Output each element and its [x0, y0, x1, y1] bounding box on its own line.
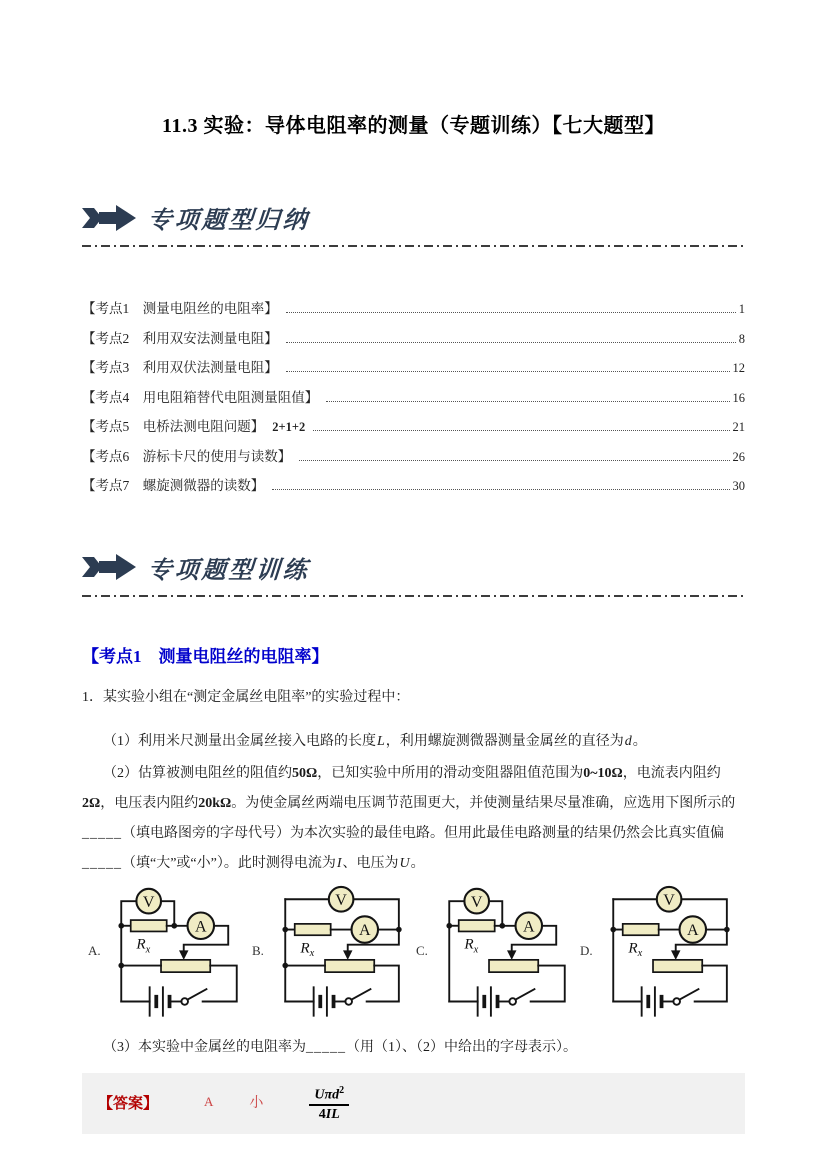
rx-label: $R_x$ — [628, 939, 643, 959]
circuit-label-b: B. — [252, 942, 264, 958]
variable-I: I — [336, 855, 342, 871]
part2-text: ，已知实验中所用的滑动变阻器阻值范围为 — [317, 765, 584, 781]
arrow-right-icon — [82, 205, 136, 231]
toc-item-label: 【考点3 利用双伏法测量电阻】 — [82, 360, 278, 375]
toc-item-label: 【考点5 电桥法测电阻问题】 — [82, 419, 265, 434]
toc-item-label: 【考点4 用电阻箱替代电阻测量阻值】 — [82, 389, 319, 405]
value-0-10ohm: 0~10Ω — [583, 765, 623, 781]
circuit-diagram-d — [600, 883, 742, 1031]
toc-item-1[interactable] — [82, 297, 745, 327]
toc-item-label: 【考点7 螺旋测微器的读数】 — [82, 478, 265, 493]
ammeter-icon: A — [686, 921, 699, 939]
answer-value-1: A — [204, 1094, 214, 1110]
variable-d: d — [624, 733, 632, 749]
formula-denominator — [319, 1106, 340, 1123]
part1-text: ，利用螺旋测微器测量金属丝的直径为 — [385, 733, 624, 749]
banner-summary-label: 专项题型归纳 — [146, 208, 311, 234]
rx-label: $R_x$ — [464, 935, 479, 955]
ammeter-icon: A — [358, 921, 371, 939]
part2-text: （2）估算被测电阻丝的阻值约 — [103, 765, 292, 781]
circuit-option-c — [416, 883, 580, 1031]
toc-page-number: 30 — [732, 479, 745, 493]
voltmeter-icon: V — [470, 893, 483, 911]
circuit-label-c: C. — [416, 942, 428, 958]
circuit-diagram-a — [108, 883, 250, 1031]
toc-dotted-leader — [286, 342, 736, 343]
toc-dotted-leader — [286, 371, 730, 372]
toc-page-number: 8 — [738, 331, 745, 346]
toc-dotted-leader — [286, 312, 736, 313]
toc-item-extra: 2+1+2 — [272, 420, 306, 434]
part1-text: 。 — [632, 733, 647, 749]
formula-exponent: 2 — [339, 1084, 345, 1096]
part2-text: ，电流表内阻约 — [622, 765, 721, 781]
fill-blank-3: _____ — [306, 1039, 346, 1055]
circuit-option-a — [88, 883, 252, 1031]
part3-text: （3）本实验中金属丝的电阻率为 — [103, 1039, 306, 1055]
part1-text: （1）利用米尺测量出金属丝接入电路的长度 — [103, 733, 376, 749]
voltmeter-icon: V — [335, 891, 347, 909]
part2-text: 。为使金属丝两端电压调节范围更大，并使测量结果尽量准确，应选用下图所示的 — [231, 795, 736, 811]
formula-numerator — [309, 1082, 349, 1107]
answer-formula — [309, 1082, 349, 1124]
answer-tag: 【答案】 — [98, 1095, 159, 1112]
arrow-right-icon — [82, 554, 136, 580]
toc-dotted-leader — [272, 489, 729, 490]
toc-item-6[interactable] — [82, 445, 745, 475]
question-part-1 — [82, 727, 745, 757]
banner-training-label: 专项题型训练 — [146, 557, 311, 584]
variable-L: L — [377, 733, 385, 749]
fill-blank-2: _____ — [82, 855, 122, 871]
formula-denominator-vars: IL — [325, 1107, 340, 1123]
fill-blank-1: _____ — [82, 825, 122, 841]
formula-numerator-vars: Uπd — [314, 1087, 340, 1103]
rx-label: $R_x$ — [300, 939, 315, 959]
value-50ohm: 50Ω — [292, 765, 318, 781]
formula-denominator-coeff: 4 — [318, 1107, 326, 1123]
banner-summary — [82, 200, 745, 247]
rx-label: $R_x$ — [136, 935, 151, 955]
circuit-label-d: D. — [580, 942, 593, 958]
dash-divider — [82, 595, 745, 597]
toc-page-number: 26 — [732, 449, 745, 464]
part2-text: 。 — [410, 855, 425, 871]
part3-text: （用（1）、（2）中给出的字母表示）。 — [346, 1039, 577, 1055]
toc-item-3[interactable] — [82, 356, 745, 386]
toc-dotted-leader — [326, 401, 729, 402]
section-heading: 【考点1 测量电阻丝的电阻率】 — [82, 646, 329, 666]
toc-page-number: 1 — [738, 302, 745, 316]
value-20kohm: 20kΩ — [198, 795, 232, 811]
question-intro-text: 1．某实验小组在“测定金属丝电阻率”的实验过程中： — [82, 689, 410, 705]
part2-text: ，电压表内阻约 — [100, 795, 199, 811]
question-part-3 — [82, 1033, 745, 1063]
toc-item-5[interactable] — [82, 415, 745, 445]
circuit-option-d — [580, 883, 744, 1031]
voltmeter-icon: V — [142, 893, 155, 911]
page-title: 11.3 实验：导体电阻率的测量（专题训练）【七大题型】 — [162, 115, 665, 137]
voltmeter-icon: V — [663, 891, 675, 909]
circuit-diagram-c — [436, 883, 578, 1031]
toc-item-label: 【考点2 利用双安法测量电阻】 — [82, 330, 278, 346]
circuit-diagram-b — [272, 883, 414, 1031]
value-2ohm: 2Ω — [82, 795, 101, 811]
toc-page-number: 16 — [732, 390, 745, 405]
answer-value-2: 小 — [249, 1096, 264, 1112]
table-of-contents — [82, 297, 745, 504]
toc-item-7[interactable] — [82, 474, 745, 504]
ammeter-icon: A — [194, 917, 207, 935]
part2-text: （填电路图旁的字母代号）为本次实验的最佳电路。但用此最佳电路测量的结果仍然会比真实值偏 — [122, 825, 724, 841]
toc-item-label: 【考点6 游标卡尺的使用与读数】 — [82, 448, 292, 464]
toc-item-4[interactable] — [82, 386, 745, 416]
answer-box — [82, 1073, 745, 1135]
part2-text: （填“大”或“小”）。此时测得电流为 — [122, 855, 336, 871]
question-part-2 — [82, 759, 745, 879]
toc-page-number: 12 — [732, 361, 745, 375]
toc-dotted-leader — [313, 430, 729, 431]
circuit-label-a: A. — [88, 942, 101, 958]
dash-divider — [82, 245, 745, 247]
circuit-diagrams-row — [88, 883, 745, 1031]
ammeter-icon: A — [522, 917, 535, 935]
toc-item-label: 【考点1 测量电阻丝的电阻率】 — [82, 301, 278, 316]
toc-dotted-leader — [299, 460, 729, 461]
question-intro — [82, 683, 745, 713]
part2-text: 、电压为 — [342, 855, 399, 871]
circuit-option-b — [252, 883, 416, 1031]
banner-training — [82, 550, 745, 597]
toc-item-2[interactable] — [82, 327, 745, 357]
toc-page-number: 21 — [732, 420, 745, 434]
variable-U: U — [399, 855, 410, 871]
